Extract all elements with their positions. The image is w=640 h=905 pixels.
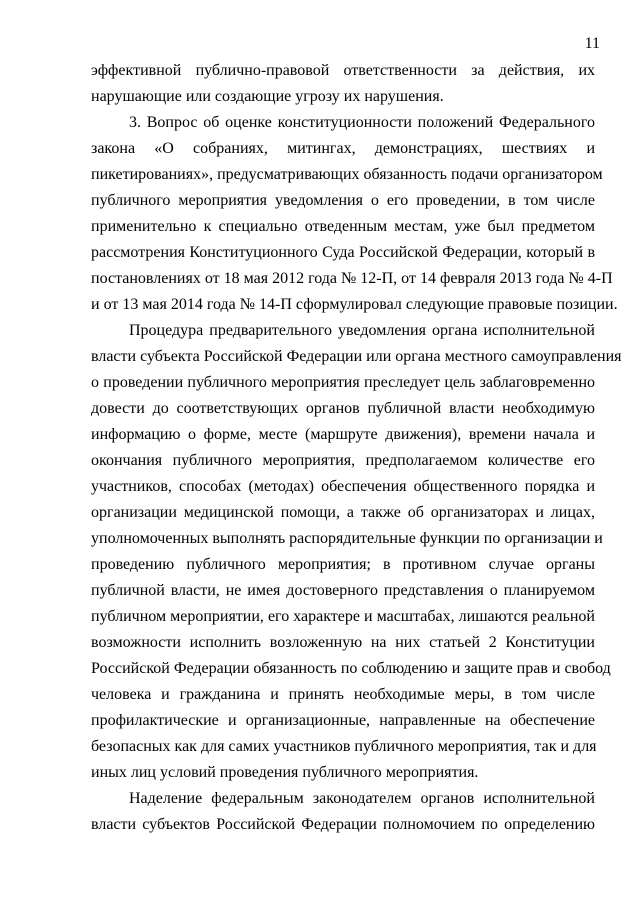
- text-line: возможности исполнить возложенную на них статьей 2 Конституции: [91, 634, 595, 651]
- text-line: пикетированиях», предусматривающих обязанность подачи организатором: [91, 166, 603, 183]
- text-line: профилактические и организационные, направленные на обеспечение: [91, 712, 595, 729]
- text-line: организации медицинской помощи, а также об организаторах и лицах,: [91, 504, 595, 521]
- text-line: Процедура предварительного уведомления органа исполнительной: [129, 322, 595, 339]
- text-line: 3. Вопрос об оценке конституционности положений Федерального: [129, 114, 595, 131]
- text-line: публичного мероприятия уведомления о его проведении, в том числе: [91, 192, 595, 209]
- text-line: проведению публичного мероприятия; в противном случае органы: [91, 556, 595, 573]
- text-line: постановлениях от 18 мая 2012 года № 12-П, от 14 февраля 2013 года № 4-П: [91, 270, 613, 287]
- text-line: Российской Федерации обязанность по соблюдению и защите прав и свобод: [91, 660, 611, 677]
- text-line: публичном мероприятии, его характере и масштабах, лишаются реальной: [91, 608, 595, 625]
- text-line: уполномоченных выполнять распорядительные функции по организации и: [91, 530, 603, 547]
- text-line: человека и гражданина и принять необходимые меры, в том числе: [91, 686, 595, 703]
- text-line: нарушающие или создающие угрозу их нарушения.: [91, 88, 444, 105]
- text-line: публичной власти, не имея достоверного представления о планируемом: [91, 582, 595, 599]
- text-line: власти субъекта Российской Федерации или органа местного самоуправления: [91, 348, 622, 365]
- text-line: рассмотрения Конституционного Суда Российской Федерации, который в: [91, 244, 595, 261]
- text-line: информацию о форме, месте (маршруте движения), времени начала и: [91, 426, 595, 443]
- page-number: 11: [584, 35, 600, 52]
- text-line: власти субъектов Российской Федерации полномочием по определению: [91, 816, 595, 833]
- text-line: и от 13 мая 2014 года № 14-П сформулировал следующие правовые позиции.: [91, 296, 618, 313]
- text-line: о проведении публичного мероприятия преследует цель заблаговременно: [91, 374, 595, 391]
- text-line: применительно к специально отведенным местам, уже был предметом: [91, 218, 595, 235]
- document-body: [91, 58, 622, 838]
- text-line: Наделение федеральным законодателем органов исполнительной: [129, 790, 595, 807]
- text-line: закона «О собраниях, митингах, демонстрациях, шествиях и: [91, 140, 595, 157]
- text-line: эффективной публично-правовой ответственности за действия, их: [91, 62, 595, 79]
- text-line: безопасных как для самих участников публичного мероприятия, так и для: [91, 738, 597, 755]
- text-line: иных лиц условий проведения публичного мероприятия.: [91, 764, 479, 781]
- text-line: окончания публичного мероприятия, предполагаемом количестве его: [91, 452, 595, 469]
- text-line: довести до соответствующих органов публичной власти необходимую: [91, 400, 595, 417]
- text-line: участников, способах (методах) обеспечения общественного порядка и: [91, 478, 595, 495]
